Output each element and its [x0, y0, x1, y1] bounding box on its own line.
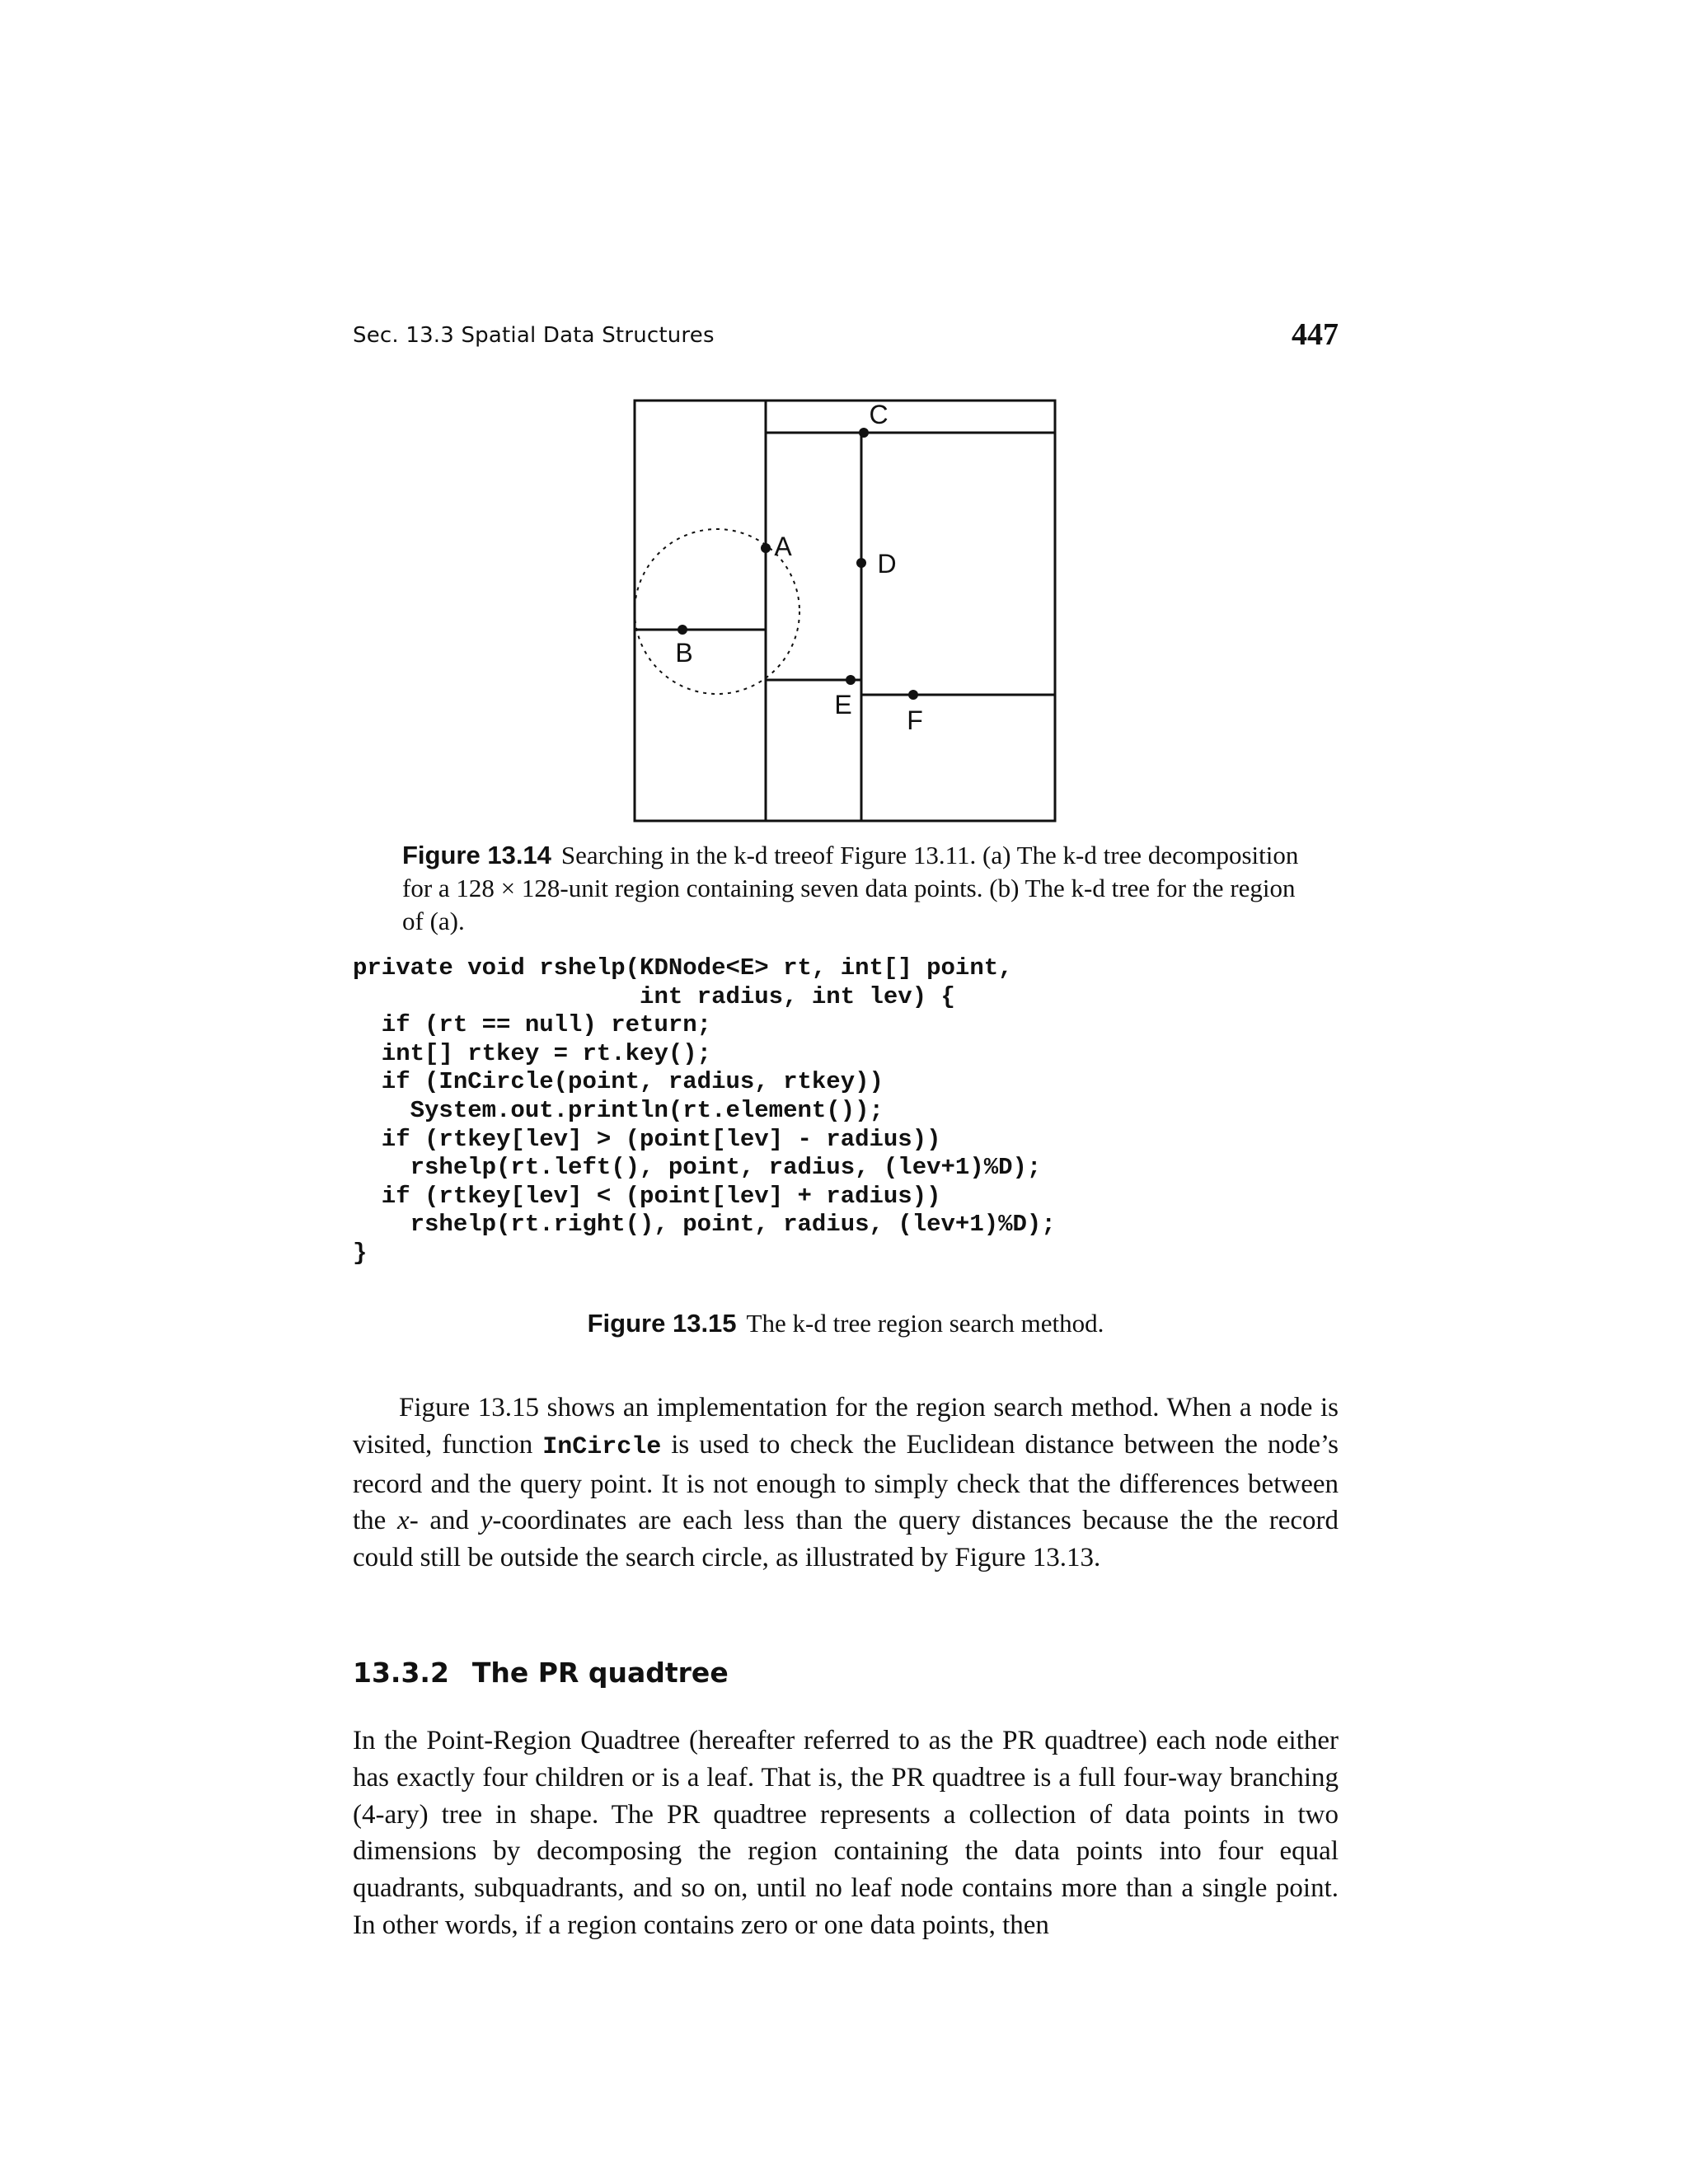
figure-13-15-caption — [353, 1307, 1339, 1340]
code-line: } — [353, 1239, 368, 1267]
code-line: rshelp(rt.left(), point, radius, (lev+1)%D); — [353, 1154, 1042, 1182]
point-label-a: A — [774, 532, 792, 561]
figure-13-15-label: Figure 13.15 — [587, 1309, 737, 1338]
code-line: if (rtkey[lev] < (point[lev] + radius)) — [353, 1182, 941, 1210]
code-line: int[] rtkey = rt.key(); — [353, 1039, 712, 1067]
section-number: 13.3.2 — [353, 1657, 449, 1689]
code-line: rshelp(rt.right(), point, radius, (lev+1)%D); — [353, 1211, 1056, 1239]
point-label-e: E — [834, 690, 852, 719]
data-point-a — [761, 543, 771, 553]
figure-13-14-caption-text: Searching in the k-d treeof Figure 13.11. (a) The k-d tree decomposition for a 128 × 128-unit region containing seven data points. (b) The k-d tree for the region of (a). — [402, 841, 1299, 935]
code-line: if (rtkey[lev] > (point[lev] - radius)) — [353, 1125, 941, 1153]
figure-13-14-label: Figure 13.14 — [402, 841, 551, 869]
point-label-c: C — [869, 400, 889, 429]
data-point-f — [908, 690, 918, 700]
kd-tree-partition-diagram — [610, 387, 1071, 832]
region-boundary — [635, 401, 1055, 821]
figure-13-15-caption-text: The k-d tree region search method. — [746, 1309, 1104, 1338]
point-label-b: B — [675, 638, 693, 668]
math-y: y — [480, 1506, 493, 1536]
section-heading — [353, 1657, 729, 1689]
page-header — [353, 317, 1339, 371]
body-paragraph-region-search: Figure 13.15 shows an implementation for the region search method. When a node is visited, function InCircle is used to check the Euclidean distance between the node’s record and the query point. It is not enough to simply check that the differences between the x- and y-coordinates are each less than the query distances because the the record could still be outside the search circle, as illustrated by Figure 13.13. — [353, 1393, 1339, 1573]
math-x: x — [397, 1506, 410, 1536]
data-point-e — [846, 675, 856, 685]
code-listing — [353, 954, 1056, 1268]
inline-code-incircle: InCircle — [542, 1432, 662, 1461]
page-number: 447 — [1292, 317, 1339, 352]
section-title: The PR quadtree — [471, 1657, 729, 1689]
figure-13-14-caption — [402, 839, 1301, 938]
data-point-d — [856, 558, 866, 568]
running-head: Sec. 13.3 Spatial Data Structures — [353, 323, 715, 348]
code-line: System.out.println(rt.element()); — [353, 1096, 884, 1124]
point-label-d: D — [877, 549, 897, 579]
code-line: if (InCircle(point, radius, rtkey)) — [353, 1068, 884, 1096]
code-line: private void rshelp(KDNode<E> rt, int[] point, — [353, 954, 1013, 982]
code-line: if (rt == null) return; — [353, 1011, 712, 1039]
data-point-b — [678, 625, 687, 635]
data-point-c — [859, 428, 869, 438]
body-paragraph-pr-quadtree: In the Point-Region Quadtree (hereafter referred to as the PR quadtree) each node either has exactly four children or is a leaf. That is, the PR quadtree is a full four-way branching (4-ary) tree in shape. The PR quadtree represents a collection of data points in two dimensions by decomposing the region containing the data points into four equal quadrants, subquadrants, and so on, until no leaf node contains more than a single point. In other words, if a region contains zero or one data points, then — [353, 1726, 1339, 1940]
point-label-f: F — [907, 705, 923, 735]
code-line: int radius, int lev) { — [353, 982, 955, 1010]
